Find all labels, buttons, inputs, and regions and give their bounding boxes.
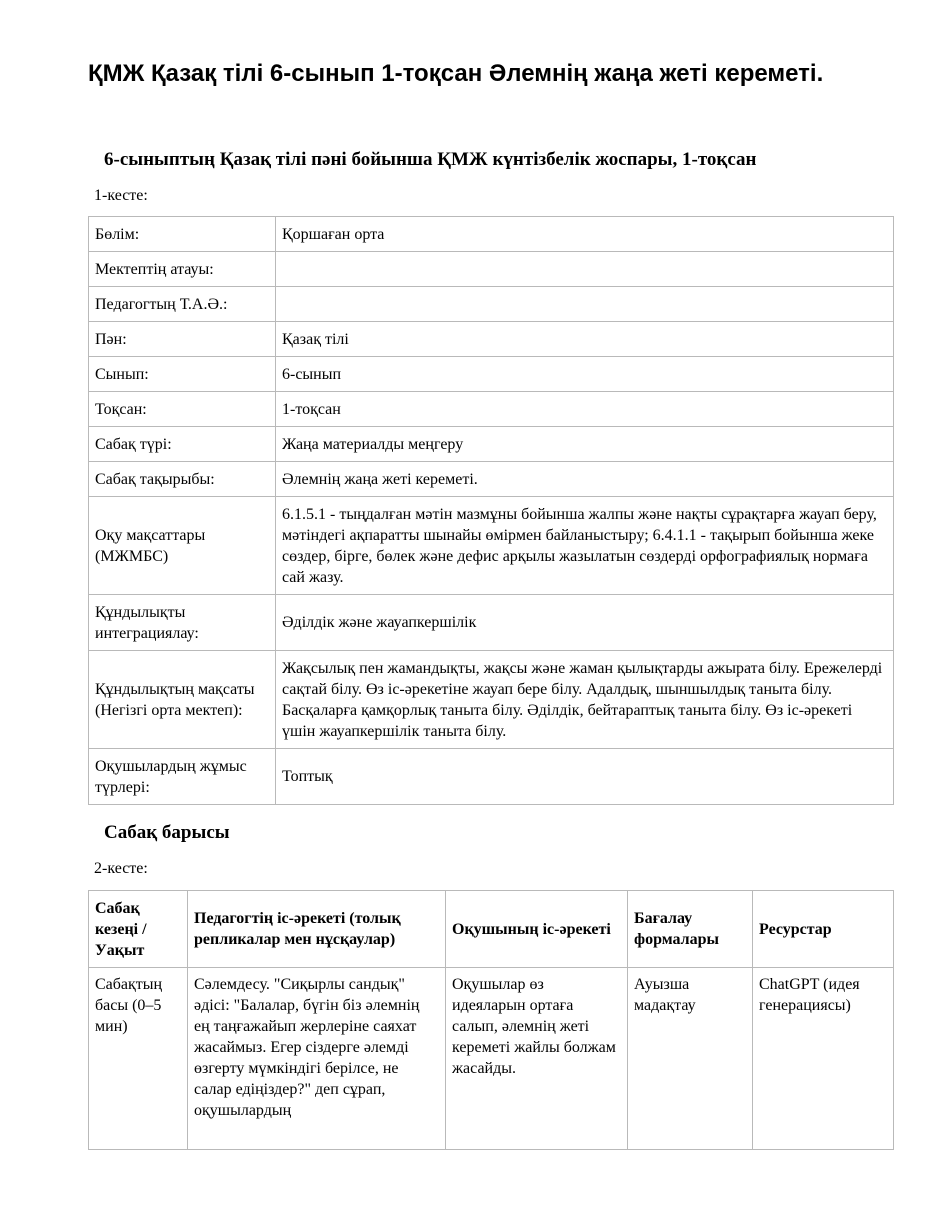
- cell-stage-time: Сабақтың басы (0–5 мин): [89, 968, 188, 1150]
- cell-resources: ChatGPT (идея генерациясы): [753, 968, 894, 1150]
- info-value: 1-тоқсан: [276, 392, 894, 427]
- info-value: Қазақ тілі: [276, 322, 894, 357]
- header-student-activity: Оқушының іс-әрекеті: [446, 891, 628, 968]
- info-row-learning-goals: [89, 497, 894, 595]
- info-label: Сабақ тақырыбы:: [89, 462, 276, 497]
- cell-teacher-activity: Сәлемдесу. "Сиқырлы сандық" әдісі: "Балалар, бүгін біз әлемнің ең таңғажайып жерлеріне саяхат жасаймыз. Егер сіздерге әлемді өзгерту мүмкіндігі берілсе, не салар едіңіздер?" деп сұрап, оқушылардың: [188, 968, 446, 1150]
- info-row-value-goal: [89, 651, 894, 749]
- info-row-lesson-type: [89, 427, 894, 462]
- header-resources: Ресурстар: [753, 891, 894, 968]
- info-row-section: [89, 217, 894, 252]
- page-title: ҚМЖ Қазақ тілі 6-сынып 1-тоқсан Әлемнің жаңа жеті кереметі.: [88, 60, 824, 87]
- info-row-teacher: [89, 287, 894, 322]
- table1-caption: 1-кесте:: [94, 187, 148, 204]
- info-row-grade: [89, 357, 894, 392]
- info-label: Құндылықты интеграциялау:: [89, 595, 276, 651]
- document-subtitle: 6-сыныптың Қазақ тілі пәні бойынша ҚМЖ күнтізбелік жоспары, 1-тоқсан: [104, 149, 757, 170]
- info-row-subject: [89, 322, 894, 357]
- table-header-row: [89, 891, 894, 968]
- info-value: [276, 252, 894, 287]
- info-value: Жақсылық пен жамандықты, жақсы және жаман қылықтарды ажырата білу. Ережелерді сақтай білу. Өз іс-әрекетіне жауап бере білу. Адалдық, шыншылдық таныта білу. Басқаларға қамқорлық таныта білу. Әділдік, бейтараптық таныта білу. Өз іс-әрекеті үшін жауапкершілік таныта білу.: [276, 651, 894, 749]
- info-value: Топтық: [276, 749, 894, 805]
- info-row-value-integration: [89, 595, 894, 651]
- info-label: Құндылықтың мақсаты (Негізгі орта мектеп):: [89, 651, 276, 749]
- info-row-quarter: [89, 392, 894, 427]
- info-label: Сабақ түрі:: [89, 427, 276, 462]
- header-stage-time: Сабақ кезеңі / Уақыт: [89, 891, 188, 968]
- info-row-school: [89, 252, 894, 287]
- lesson-progress-table: [88, 890, 894, 1150]
- info-label: Оқушылардың жұмыс түрлері:: [89, 749, 276, 805]
- info-label: Сынып:: [89, 357, 276, 392]
- info-value: Қоршаған орта: [276, 217, 894, 252]
- info-label: Мектептің атауы:: [89, 252, 276, 287]
- info-label: Оқу мақсаттары (МЖМБС): [89, 497, 276, 595]
- header-teacher-activity: Педагогтің іс-әрекеті (толық репликалар мен нұсқаулар): [188, 891, 446, 968]
- info-label: Бөлім:: [89, 217, 276, 252]
- info-row-lesson-topic: [89, 462, 894, 497]
- info-value: [276, 287, 894, 322]
- cell-student-activity: Оқушылар өз идеяларын ортаға салып, әлемнің жеті кереметі жайлы болжам жасайды.: [446, 968, 628, 1150]
- table-row: [89, 968, 894, 1150]
- info-label: Пән:: [89, 322, 276, 357]
- table2-caption: 2-кесте:: [94, 860, 148, 877]
- info-row-work-types: [89, 749, 894, 805]
- lesson-progress-heading: Сабақ барысы: [104, 822, 230, 843]
- info-value: Әділдік және жауапкершілік: [276, 595, 894, 651]
- info-value: Жаңа материалды меңгеру: [276, 427, 894, 462]
- info-value: 6.1.5.1 - тыңдалған мәтін мазмұны бойынша жалпы және нақты сұрақтарға жауап беру, мәтіндегі ақпаратты шынайы өмірмен байланыстыру; 6.4.1.1 - тақырып бойынша жеке сөздер, бірге, бөлек және дефис арқылы жазылатын сөздерді орфографиялық нормаға сай жазу.: [276, 497, 894, 595]
- info-value: Әлемнің жаңа жеті кереметі.: [276, 462, 894, 497]
- info-value: 6-сынып: [276, 357, 894, 392]
- lesson-info-table: [88, 216, 894, 805]
- info-label: Педагогтың Т.А.Ә.:: [89, 287, 276, 322]
- info-label: Тоқсан:: [89, 392, 276, 427]
- header-assessment: Бағалау формалары: [628, 891, 753, 968]
- cell-assessment: Ауызша мадақтау: [628, 968, 753, 1150]
